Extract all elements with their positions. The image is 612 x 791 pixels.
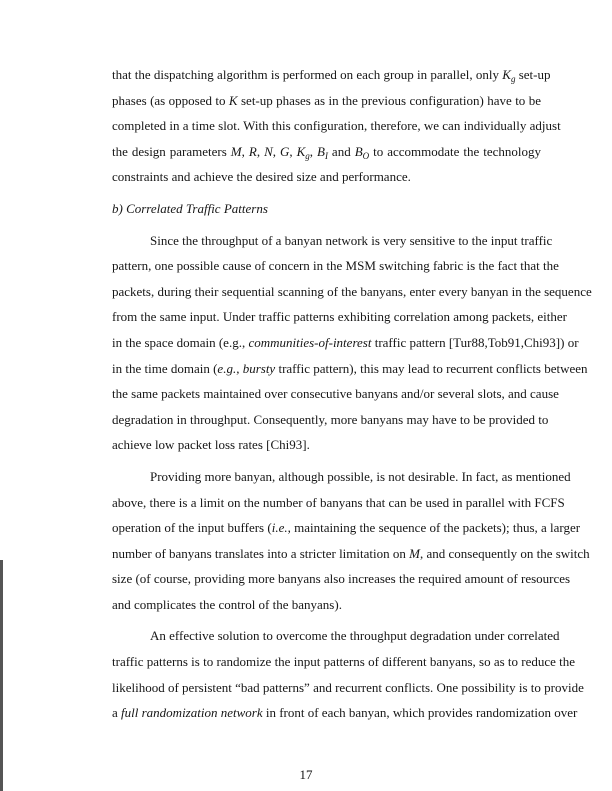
- text-run: set-up phases as in the previous configuration) have to be: [237, 92, 541, 108]
- italic-text: B: [354, 143, 363, 159]
- text-run: in the space domain (e.g.,: [112, 334, 249, 350]
- italic-text: N: [264, 143, 273, 159]
- text-line: [112, 168, 541, 194]
- text-line: [112, 411, 549, 437]
- text-run: that the dispatching algorithm is performed on each group in parallel, only: [112, 67, 503, 82]
- italic-text: bursty: [242, 360, 276, 376]
- text-line: [112, 570, 571, 596]
- paragraph: [112, 627, 584, 729]
- text-run: from the same input. Under traffic patterns exhibiting correlation among packets, either: [112, 309, 567, 325]
- text-line: [112, 232, 553, 258]
- text-run: ,: [289, 143, 297, 159]
- text-line: [112, 334, 579, 360]
- text-run: ,: [241, 143, 249, 159]
- text-line: [112, 92, 541, 118]
- text-run: ,: [256, 143, 265, 159]
- text-run: maintaining the sequence of the packets); thus, a larger: [290, 520, 581, 536]
- text-run: packets, during their sequential scanning of the banyans, enter every banyan in the sequence: [112, 283, 592, 299]
- text-line: [112, 653, 576, 679]
- text-run: number of banyans translates into a stricter limitation on: [112, 545, 410, 561]
- italic-text: K: [296, 143, 306, 159]
- text-run: and: [327, 143, 355, 159]
- text-run: traffic pattern), this may lead to recurrent conflicts between: [275, 360, 588, 376]
- italic-text: full randomization network: [121, 705, 263, 721]
- italic-text: M: [230, 143, 242, 159]
- page-body: [112, 66, 592, 736]
- text-run: ,: [309, 143, 317, 159]
- text-line: [112, 596, 541, 622]
- text-run: An effective solution to overcome the throughput degradation under correlated: [150, 628, 560, 644]
- italic-text: R: [248, 143, 257, 159]
- text-line: [112, 494, 565, 520]
- text-line: [112, 519, 581, 545]
- text-run: , and consequently on the switch: [419, 545, 590, 561]
- italic-text: B: [317, 143, 325, 159]
- section-heading: b) Correlated Traffic Patterns: [112, 200, 268, 216]
- text-run: traffic patterns is to randomize the input patterns of different banyans, so as to reduce the: [112, 654, 576, 670]
- italic-text: K: [502, 67, 511, 82]
- paragraph: [112, 66, 561, 194]
- text-run: constraints and achieve the desired size and performance.: [112, 169, 411, 185]
- text-run: and complicates the control of the banyans).: [112, 596, 342, 612]
- italic-text: e.g.,: [217, 360, 240, 376]
- text-run: pattern, one possible cause of concern in the MSM switching fabric is the fact that the: [112, 258, 559, 274]
- subscript-text: g: [305, 150, 310, 161]
- text-run: the same packets maintained over consecutive banyans and/or several slots, and cause: [112, 386, 559, 402]
- scan-edge-mark: [0, 560, 3, 791]
- text-run: Providing more banyan, although possible, is not desirable. In fact, as mentioned: [150, 468, 571, 484]
- italic-text: K: [228, 92, 238, 108]
- text-run: set-up: [515, 67, 551, 82]
- text-line: [112, 436, 541, 462]
- subscript-text: I: [324, 150, 328, 161]
- text-run: operation of the input buffers (: [112, 520, 272, 536]
- text-line: [112, 679, 584, 705]
- text-line: [112, 283, 592, 309]
- subscript-text: g: [510, 74, 516, 84]
- text-line: [112, 66, 551, 92]
- text-line: [112, 143, 541, 169]
- text-run: the design parameters: [112, 143, 231, 159]
- text-run: completed in a time slot. With this configuration, therefore, we can individually adjust: [112, 118, 561, 134]
- text-run: to accommodate the technology: [369, 143, 542, 159]
- subscript-text: O: [362, 150, 370, 161]
- page-number: 17: [299, 767, 313, 782]
- text-line: [112, 627, 560, 653]
- text-run: phases (as opposed to: [112, 92, 229, 108]
- italic-text: M: [409, 545, 420, 561]
- text-run: achieve low packet loss rates [Chi93].: [112, 437, 310, 453]
- text-run: likelihood of persistent “bad patterns” and recurrent conflicts. One possibility is to provide: [112, 679, 584, 695]
- text-run: in front of each banyan, which provides randomization over: [262, 705, 578, 721]
- text-run: in the time domain (: [112, 360, 218, 376]
- text-line: [112, 545, 590, 571]
- italic-text: G: [279, 143, 290, 159]
- text-line: [112, 257, 559, 283]
- text-run: degradation in throughput. Consequently, more banyans may have to be provided to: [112, 411, 549, 427]
- text-line: [112, 117, 561, 143]
- text-line: [112, 468, 571, 494]
- text-line: [112, 385, 559, 411]
- text-run: above, there is a limit on the number of banyans that can be used in parallel with FCFS: [112, 494, 565, 510]
- text-run: a: [112, 705, 122, 721]
- italic-text: communities-of-interest: [248, 334, 372, 350]
- paragraph: [112, 232, 592, 462]
- paragraph: [112, 468, 590, 622]
- text-run: Since the throughput of a banyan network is very sensitive to the input traffic: [150, 232, 553, 248]
- text-line: [112, 704, 578, 730]
- text-line: [112, 308, 567, 334]
- text-run: ,: [272, 143, 280, 159]
- text-run: traffic pattern [Tur88,Tob91,Chi93]) or: [371, 334, 579, 350]
- text-line: [112, 360, 588, 386]
- text-run: size (of course, providing more banyans also increases the required amount of resources: [112, 571, 571, 587]
- italic-text: i.e.,: [271, 520, 291, 536]
